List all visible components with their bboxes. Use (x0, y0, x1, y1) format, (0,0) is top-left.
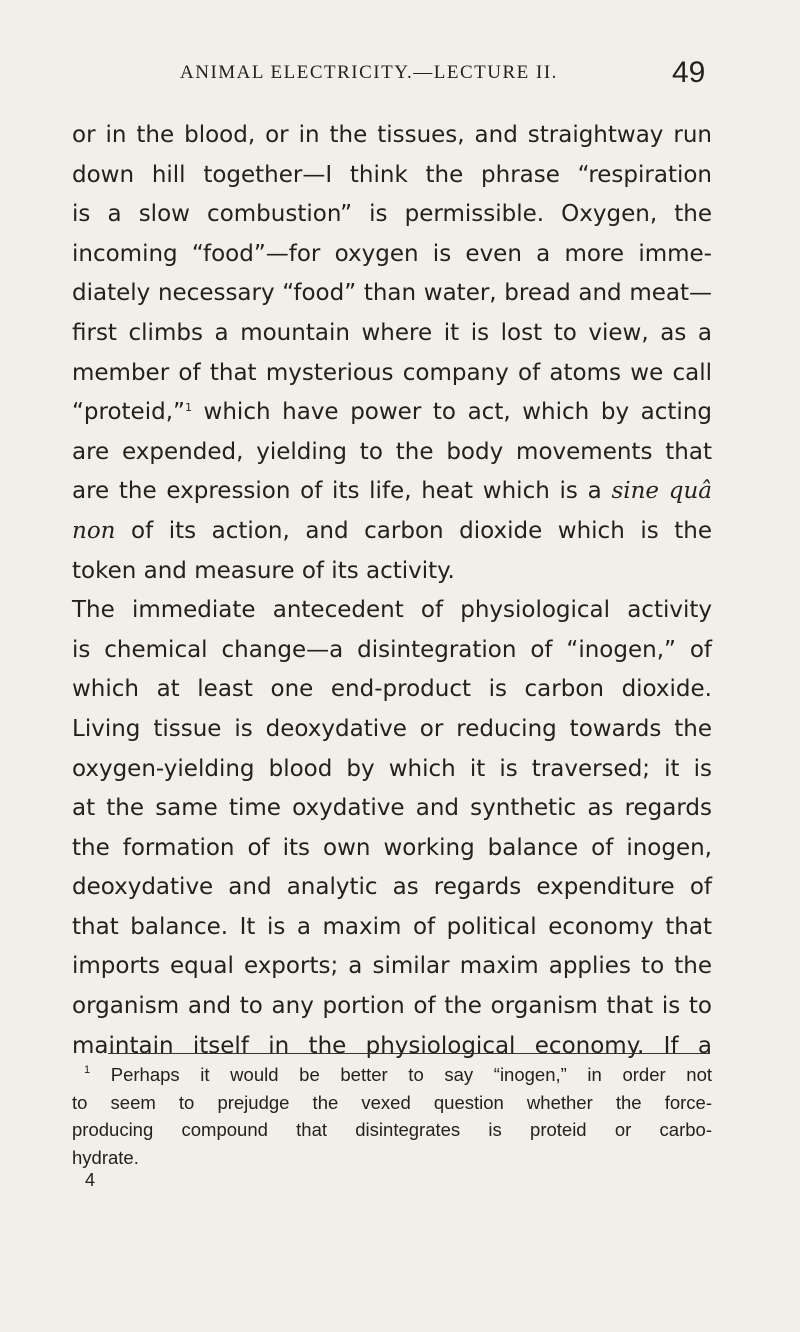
footnote-line: hydrate. (72, 1146, 139, 1168)
text-line: diately necessary “food” than water, bread and meat— (72, 280, 712, 307)
running-head: ANIMAL ELECTRICITY.—LECTURE II. (180, 62, 558, 83)
text-line-sine (72, 472, 712, 512)
text-fragment: Perhaps it would be better to say “inogen,” in order not (110, 1064, 713, 1085)
text-fragment: which have power to act, which by acting (203, 399, 712, 426)
text-line: at the same time oxydative and synthetic as regards (72, 795, 712, 822)
text-line: are expended, yielding to the body movements that (72, 438, 712, 465)
text-line: oxygen-yielding blood by which it is traversed; it is (72, 755, 712, 782)
text-fragment: of its action, and carbon dioxide which is the (131, 517, 712, 544)
text-line: deoxydative and analytic as regards expenditure of (72, 874, 712, 901)
footnote-marker: 1 (84, 1064, 91, 1076)
body-text (72, 116, 712, 1066)
text-line: imports equal exports; a similar maxim applies to the (72, 953, 712, 980)
footnote-line: to seem to prejudge the vexed question whether the force- (72, 1091, 712, 1113)
text-line: that balance. It is a maxim of political economy that (72, 913, 712, 940)
text-line: the formation of its own working balance of inogen, (72, 834, 712, 861)
text-line-non (72, 512, 712, 552)
italic-phrase: sine quâ (611, 478, 713, 505)
text-line: member of that mysterious company of atoms we call (72, 359, 712, 386)
text-fragment: are the expression of its life, heat which is a (72, 478, 602, 505)
footnote-divider (108, 1053, 710, 1054)
text-line: Living tissue is deoxydative or reducing towards the (72, 715, 712, 742)
signature-mark: 4 (85, 1170, 96, 1190)
text-line: down hill together—I think the phrase “respiration (72, 161, 712, 188)
text-line: or in the blood, or in the tissues, and straightway run (72, 122, 712, 148)
text-line-proteid (72, 393, 712, 433)
italic-phrase: non (72, 517, 116, 544)
text-line: is chemical change—a disintegration of “inogen,” of (72, 636, 712, 663)
paragraph-start-line: The immediate antecedent of physiological activity (72, 597, 712, 624)
footnote-reference: 1 (184, 401, 192, 415)
footnote (72, 1061, 712, 1171)
text-line: incoming “food”—for oxygen is even a more imme- (72, 240, 712, 267)
text-line: is a slow combustion” is permissible. Oxygen, the (72, 201, 712, 228)
text-line: organism and to any portion of the organism that is to (72, 993, 712, 1020)
text-line: first climbs a mountain where it is lost to view, as a (72, 319, 712, 346)
page-header (0, 58, 800, 98)
text-line: token and measure of its activity. (72, 557, 455, 584)
text-line: which at least one end-product is carbon dioxide. (72, 676, 712, 703)
footnote-line: producing compound that disintegrates is proteid or carbo- (72, 1119, 712, 1140)
proteid-word: “proteid,” (72, 399, 185, 426)
page-number: 49 (672, 56, 706, 89)
text-line: maintain itself in the physiological economy. If a (72, 1032, 712, 1059)
footnote-line (72, 1061, 712, 1089)
